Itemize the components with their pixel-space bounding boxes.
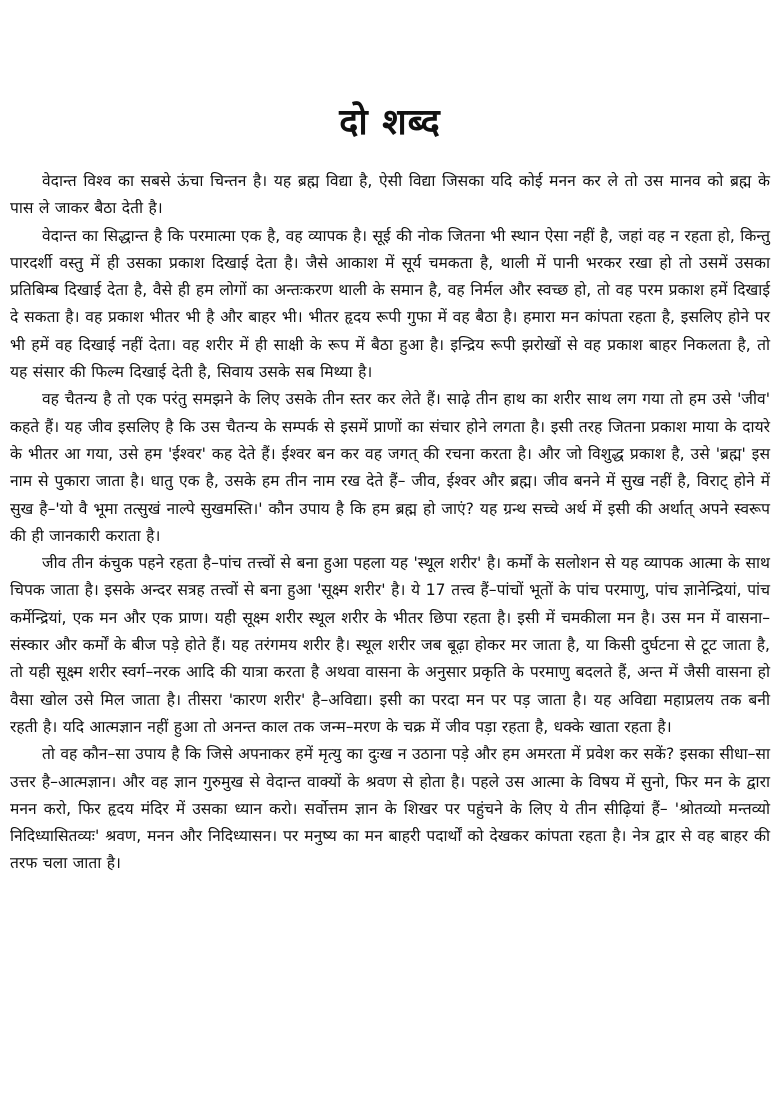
page-title: दो शब्द <box>339 102 441 143</box>
paragraph-3: वह चैतन्य है तो एक परंतु समझने के लिए उसके तीन स्तर कर लेते हैं। साढ़े तीन हाथ का शरीर साथ लग गया तो हम उसे 'जीव' कहते हैं। यह जीव इसलिए है कि उस चैतन्य के सम्पर्क से इसमें प्राणों का संचार होने लगता है। इसी तरह जितना प्रकाश माया के दायरे के भीतर आ गया, उसे हम 'ईश्वर' कह देते हैं। ईश्वर बन कर वह जगत् की रचना करता है। और जो विशुद्ध प्रकाश है, उसे 'ब्रह्म' इस नाम से पुकारा जाता है। धातु एक है, उसके हम तीन नाम रख देते हैं– जीव, ईश्वर और ब्रह्म। जीव बनने में सुख नहीं है, विराट् होने में सुख है–'यो वै भूमा तत्सुखं नाल्पे सुखमस्ति।' कौन उपाय है कि हम ब्रह्म हो जाएं? यह ग्रन्थ सच्चे अर्थ में इसी की अर्थात् अपने स्वरूप की ही जानकारी कराता है। <box>10 390 770 545</box>
paragraph-4: जीव तीन कंचुक पहने रहता है–पांच तत्त्वों से बना हुआ पहला यह 'स्थूल शरीर' है। कर्मों के सलोशन से यह व्यापक आत्मा के साथ चिपक जाता है। इसके अन्दर सत्रह तत्त्वों से बना हुआ 'सूक्ष्म शरीर' है। ये 17 तत्त्व हैं–पांचों भूतों के पांच परमाणु, पांच ज्ञानेन्द्रियां, पांच कर्मेन्द्रियां, एक मन और एक प्राण। यही सूक्ष्म शरीर स्थूल शरीर के भीतर छिपा रहता है। इसी में चमकीला मन है। उस मन में वासना–संस्कार और कर्मों के बीज पड़े होते हैं। यह तरंगमय शरीर है। स्थूल शरीर जब बूढ़ा होकर मर जाता है, या किसी दुर्घटना से टूट जाता है, तो यही सूक्ष्म शरीर स्वर्ग–नरक आदि की यात्रा करता है अथवा वासना के अनुसार प्रकृति के परमाणु बदलते हैं, अन्त में जैसी वासना हो वैसा खोल उसे मिल जाता है। तीसरा 'कारण शरीर' है–अविद्या। इसी का परदा मन पर पड़ जाता है। यह अविद्या महाप्रलय तक बनी रहती है। यदि आत्मज्ञान नहीं हुआ तो अनन्त काल तक जन्म–मरण के चक्र में जीव पड़ा रहता है, धक्के खाता रहता है। <box>10 554 770 736</box>
paragraph-2: वेदान्त का सिद्धान्त है कि परमात्मा एक है, वह व्यापक है। सूई की नोक जितना भी स्थान ऐसा नहीं है, जहां वह न रहता हो, किन्तु पारदर्शी वस्तु में ही उसका प्रकाश दिखाई देता है। जैसे आकाश में सूर्य चमकता है, थाली में पानी भरकर रखा हो तो उसमें उसका प्रतिबिम्ब दिखाई देता है, वैसे ही हम लोगों का अन्तःकरण थाली के समान है, वह निर्मल और स्वच्छ हो, तो वह परम प्रकाश हमें दिखाई दे सकता है। वह प्रकाश भीतर भी है और बाहर भी। भीतर हृदय रूपी गुफा में वह बैठा है। हमारा मन कांपता रहता है, इसलिए होने पर भी हमें वह दिखाई नहीं देता। वह शरीर में ही साक्षी के रूप में बैठा हुआ है। इन्द्रिय रूपी झरोखों से वह प्रकाश बाहर निकलता है, तो यह संसार की फिल्म दिखाई देती है, सिवाय उसके सब मिथ्या है। <box>10 226 770 382</box>
paragraph-5: तो वह कौन–सा उपाय है कि जिसे अपनाकर हमें मृत्यु का दुःख न उठाना पड़े और हम अमरता में प्रवेश कर सकें? इसका सीधा–सा उत्तर है–आत्मज्ञान। और वह ज्ञान गुरुमुख से वेदान्त वाक्यों के श्रवण से होता है। पहले उस आत्मा के विषय में सुनो, फिर मन के द्वारा मनन करो, फिर हृदय मंदिर में उसका ध्यान करो। सर्वोत्तम ज्ञान के शिखर पर पहुंचने के लिए ये तीन सीढ़ियां हैं– 'श्रोतव्यो मन्तव्यो निदिध्यासितव्यः' श्रवण, मनन और निदिध्यासन। पर मनुष्य का मन बाहरी पदार्थों को देखकर कांपता रहता है। नेत्र द्वार से वह बाहर की तरफ चला जाता है। <box>10 745 770 873</box>
paragraph-1: वेदान्त विश्व का सबसे ऊंचा चिन्तन है। यह ब्रह्म विद्या है, ऐसी विद्या जिसका यदि कोई मनन कर ले तो उस मानव को ब्रह्म के पास ले जाकर बैठा देती है। <box>10 172 770 218</box>
